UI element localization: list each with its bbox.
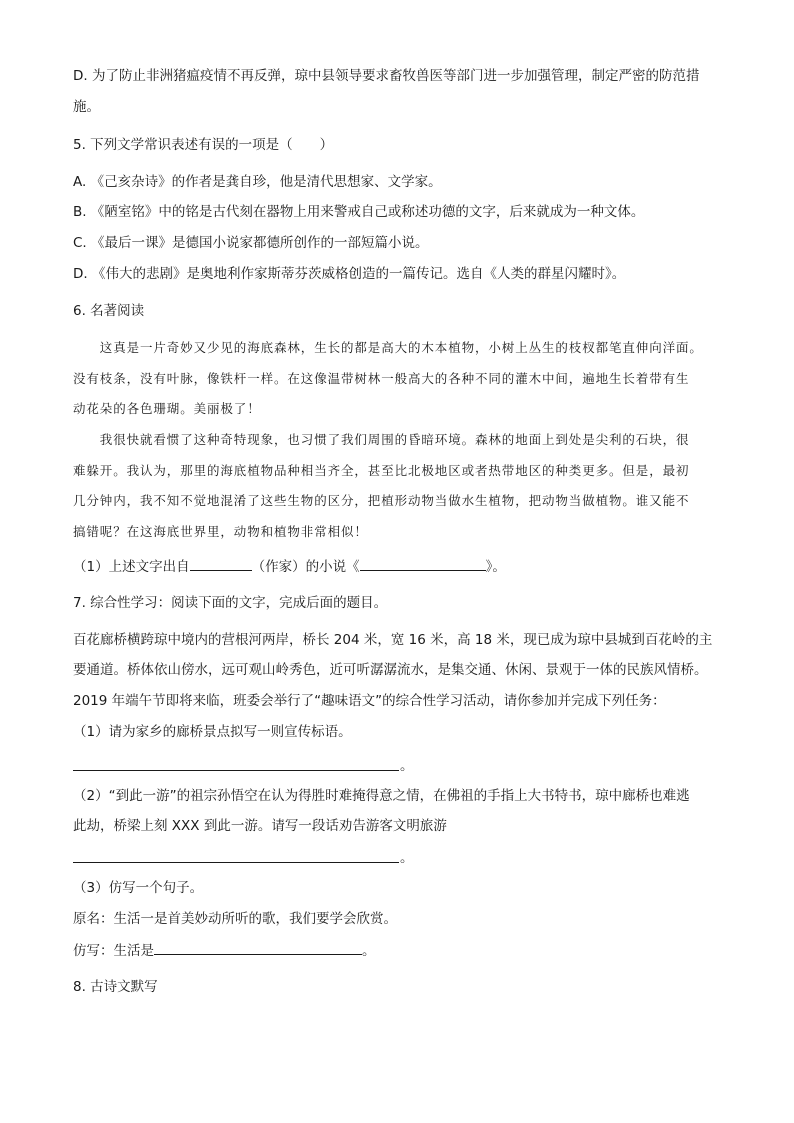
q6-passage-line: 搞错呢？在这海底世界里，动物和植物非常相似！: [73, 524, 368, 539]
imitate-answer-blank[interactable]: [154, 940, 362, 955]
q8-stem: 8. 古诗文默写: [73, 979, 158, 995]
slogan-answer-line[interactable]: [73, 770, 399, 771]
q7-text-line: 2019 年端午节即将来临，班委会举行了“趣味语文”的综合性学习活动，请你参加并完成下列任务：: [73, 693, 666, 709]
q6-sub1-middle: （作家）的小说《: [251, 559, 360, 575]
q7-text-line: 要通道。桥体依山傍水，远可观山岭秀色，近可听潺潺流水，是集交通、休闲、景观于一体的民族风情桥。: [73, 662, 708, 678]
q4-option-d-line2: 施。: [73, 99, 100, 115]
q6-passage-line: 几分钟内，我不知不觉地混淆了这些生物的区分，把植形动物当做水生植物，把动物当做植物。谁又能不: [73, 493, 690, 508]
q7-original-sentence: 原名：生活一是首美妙动所听的歌，我们要学会欣赏。: [73, 911, 397, 927]
q6-stem: 6. 名著阅读: [73, 303, 145, 319]
advice-answer-line[interactable]: [73, 862, 399, 863]
novel-answer-blank[interactable]: [360, 556, 486, 571]
q7-imitate-suffix: 。: [362, 943, 376, 959]
q7-sub1: （1）请为家乡的廊桥景点拟写一则宣传标语。: [73, 724, 352, 740]
q5-option-a: A. 《己亥杂诗》的作者是龚自珍，他是清代思想家、文学家。: [73, 174, 442, 190]
q7-stem: 7. 综合性学习：阅读下面的文字，完成后面的题目。: [73, 595, 388, 611]
advice-answer-period: 。: [400, 850, 414, 866]
q6-sub1-suffix: 》。: [485, 559, 506, 575]
q5-option-d: D. 《伟大的悲剧》是奥地利作家斯蒂芬茨威格创造的一篇传记。选自《人类的群星闪耀时》。: [73, 266, 626, 282]
q5-option-b: B. 《陋室铭》中的铭是古代刻在器物上用来警戒自己或称述功德的文字，后来就成为一种文体。: [73, 204, 645, 220]
q4-option-d-line1: D. 为了防止非洲猪瘟疫情不再反弹，琼中县领导要求畜牧兽医等部门进一步加强管理，制定严密的防范措: [73, 68, 700, 84]
slogan-answer-period: 。: [400, 758, 414, 774]
q5-option-c: C. 《最后一课》是德国小说家都德所创作的一部短篇小说。: [73, 235, 429, 251]
q6-sub1-prefix: （1）上述文字出自: [73, 559, 190, 575]
q7-sub3: （3）仿写一个句子。: [73, 880, 204, 896]
q6-passage-line: 没有枝条，没有叶脉，像铁杆一样。在这像温带树林一般高大的各种不同的灌木中间，遍地生长着带有生: [73, 371, 690, 386]
q7-text-line: 百花廊桥横跨琼中境内的营根河两岸，桥长 204 米，宽 16 米，高 18 米，现已成为琼中县城到百花岭的主: [73, 632, 713, 648]
author-answer-blank[interactable]: [190, 556, 252, 571]
q7-sub2-line1: （2）“到此一游”的祖宗孙悟空在认为得胜时难掩得意之情，在佛祖的手指上大书特书，琼中廊桥也难逃: [73, 788, 690, 804]
q6-passage-line: 我很快就看惯了这种奇特现象，也习惯了我们周围的昏暗环境。森林的地面上到处是尖利的石块，很: [73, 432, 690, 447]
q6-passage-line: 难躲开。我认为，那里的海底植物品种相当齐全，甚至比北极地区或者热带地区的种类更多。但是，最初: [73, 463, 690, 478]
q7-imitate-prefix: 仿写：生活是: [73, 943, 154, 959]
q6-passage-line: 这真是一片奇妙又少见的海底森林，生长的都是高大的木本植物，小树上丛生的枝杈都笔直伸向洋面。: [73, 340, 703, 355]
q6-passage-line: 动花朵的各色珊瑚。美丽极了！: [73, 401, 261, 416]
q5-stem: 5. 下列文学常识表述有误的一项是（ ）: [73, 137, 334, 153]
q7-imitate: [73, 940, 376, 961]
q6-sub1: [73, 556, 506, 577]
q7-sub2-line2: 此劫，桥梁上刻 XXX 到此一游。请写一段话劝告游客文明旅游: [73, 818, 447, 834]
